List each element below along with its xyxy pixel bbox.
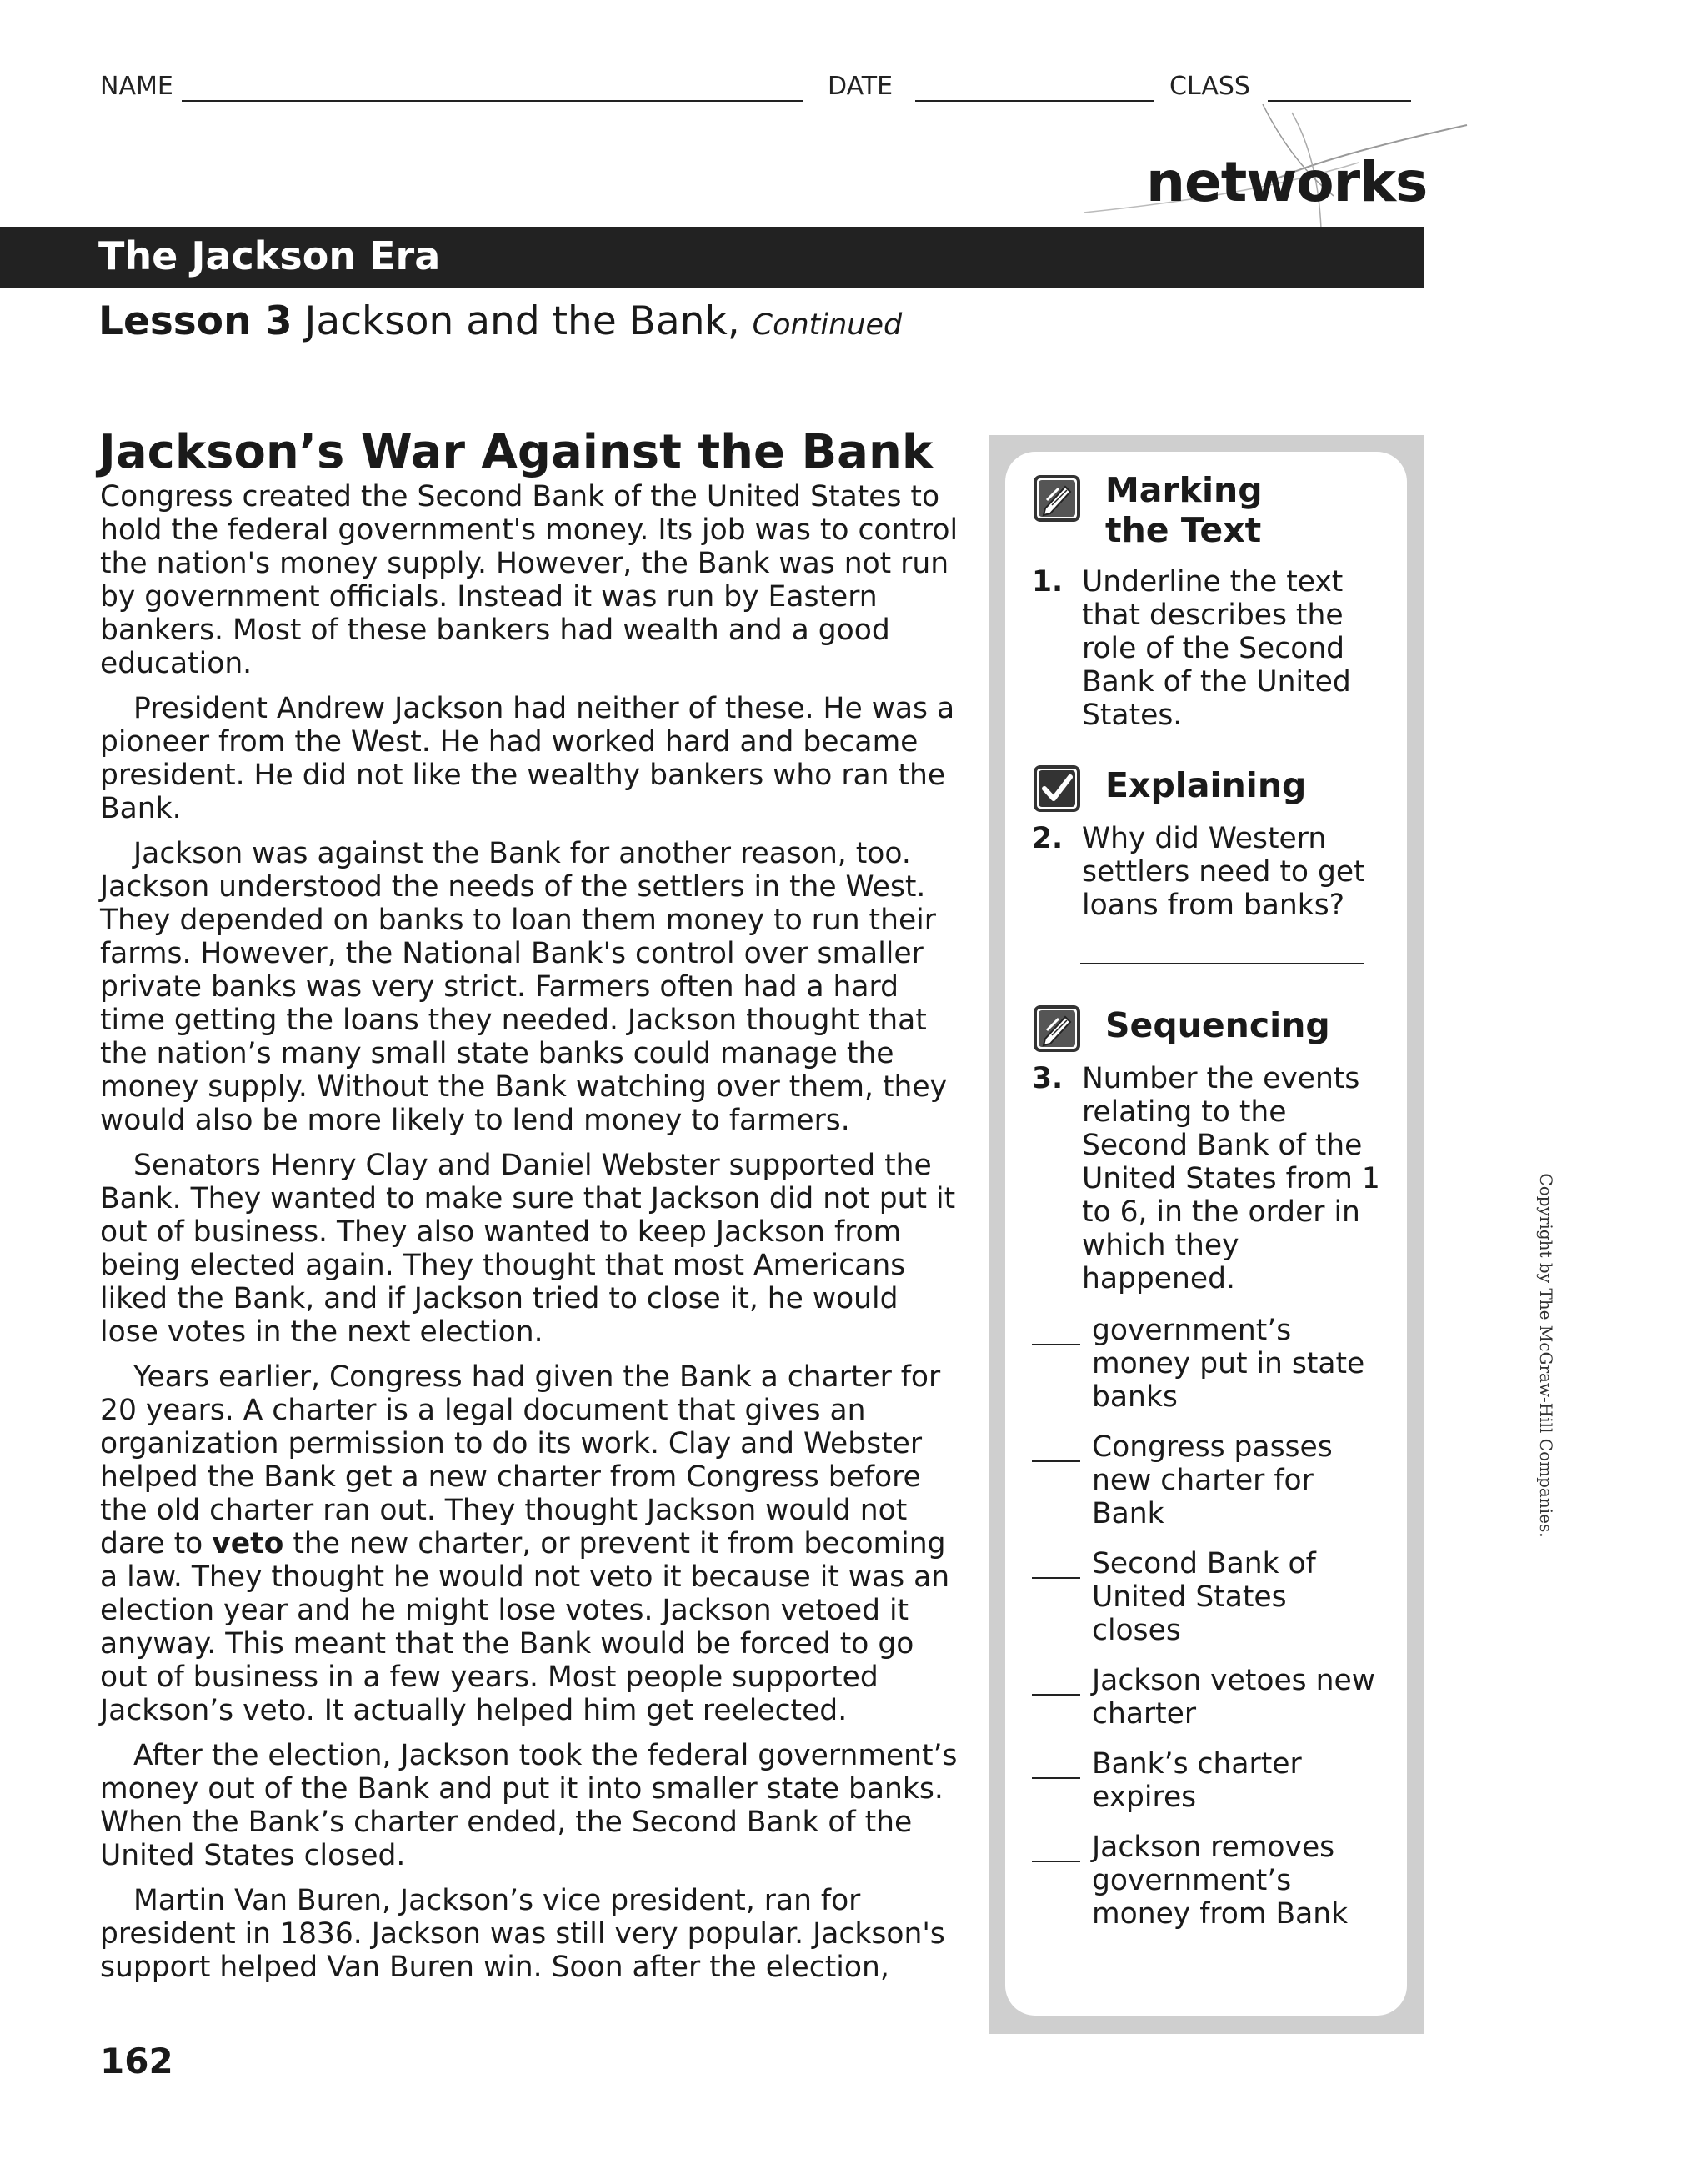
- sequence-blank[interactable]: [1032, 1344, 1080, 1345]
- question-text: Underline the text that describes the role of the Second Bank of the United States.: [1082, 565, 1351, 732]
- question-1: [1032, 565, 1390, 732]
- paragraph: President Andrew Jackson had neither of these. He was a pioneer from the West. He had worked hard and became president. He did not like the wealthy bankers who ran the Bank.: [100, 692, 955, 825]
- page-number: 162: [100, 2041, 173, 2081]
- section-heading: Jackson’s War Against the Bank: [98, 425, 934, 479]
- sequence-blank[interactable]: [1032, 1694, 1080, 1696]
- lesson-name: Jackson and the Bank,: [304, 298, 740, 344]
- name-label: NAME: [100, 72, 173, 101]
- sequence-event: [1032, 1664, 1382, 1731]
- unit-title: The Jackson Era: [98, 233, 441, 278]
- event-text: Second Bank of United States closes: [1092, 1547, 1316, 1647]
- marking-title: [1105, 470, 1263, 550]
- date-field-line[interactable]: [915, 100, 1154, 102]
- sequence-event: [1032, 1747, 1382, 1814]
- paragraph: Martin Van Buren, Jackson’s vice president, ran for president in 1836. Jackson was still very popular. Jackson's support helped Van Buren win. Soon after the election,: [100, 1884, 945, 1984]
- paragraph-text: Years earlier, Congress had given the Bank a charter for 20 years. A charter is a legal document that gives an organization permission to do its work. Clay and Webster helped the Bank get a new charter from Congress before the old charter ran out. They thought Jackson would not dare to: [100, 1360, 941, 1560]
- answer-line[interactable]: [1080, 963, 1364, 964]
- lesson-title: [98, 298, 902, 344]
- sequence-event: [1032, 1547, 1382, 1647]
- paragraph: [100, 1360, 964, 1727]
- sequence-blank[interactable]: [1032, 1777, 1080, 1779]
- event-text: government’s money put in state banks: [1092, 1314, 1365, 1414]
- paragraph-text: the new charter, or prevent it from becoming a law. They thought he would not veto it because it was an election year and he might lose votes. Jackson vetoed it anyway. This meant that the Bank would be forced to go out of business in a few years. Most people supported Jackson’s veto. It actually helped him get reelected.: [100, 1527, 950, 1727]
- sequence-event: [1032, 1314, 1382, 1414]
- marking-title-line2: the Text: [1105, 510, 1262, 550]
- question-3: [1032, 1062, 1390, 1295]
- paragraph: Senators Henry Clay and Daniel Webster supported the Bank. They wanted to make sure that Jackson did not put it out of business. They also wanted to keep Jackson from being elected again. They thought that most Americans liked the Bank, and if Jackson tried to close it, he would lose votes in the next election.: [100, 1149, 956, 1349]
- date-label: DATE: [828, 72, 894, 101]
- question-text: Why did Western settlers need to get loans from banks?: [1082, 822, 1365, 922]
- name-field-line[interactable]: [182, 100, 803, 102]
- class-label: CLASS: [1169, 72, 1250, 101]
- question-text: Number the events relating to the Second Bank of the United States from 1 to 6, in the order in which they happened.: [1082, 1062, 1380, 1295]
- sequencing-pencil-icon: [1034, 1005, 1080, 1052]
- sequence-event: [1032, 1430, 1382, 1530]
- checkmark-icon: [1034, 765, 1080, 812]
- explaining-title: Explaining: [1105, 765, 1307, 805]
- copyright-text: Copyright by The McGraw-Hill Companies.: [1536, 1173, 1556, 1538]
- question-number: 3.: [1032, 1062, 1064, 1095]
- paragraph: Jackson was against the Bank for another reason, too. Jackson understood the needs of the settlers in the West. They depended on banks to loan them money to run their farms. However, the National Bank's control over smaller private banks was very strict. Farmers often had a hard time getting the loans they needed. Jackson thought that the nation’s many small state banks could manage the money supply. Without the Bank watching over them, they would also be more likely to lend money to farmers.: [100, 837, 947, 1137]
- class-field-line[interactable]: [1268, 100, 1411, 102]
- lesson-number: Lesson 3: [98, 298, 293, 344]
- article-body: [100, 480, 964, 1996]
- question-2: [1032, 822, 1390, 922]
- event-text: Jackson removes government’s money from Bank: [1092, 1831, 1349, 1931]
- question-number: 2.: [1032, 822, 1064, 855]
- question-number: 1.: [1032, 565, 1064, 599]
- sequence-blank[interactable]: [1032, 1861, 1080, 1862]
- sequencing-title: Sequencing: [1105, 1005, 1330, 1045]
- marking-pencil-icon: [1034, 475, 1080, 522]
- marking-title-line1: Marking: [1105, 470, 1263, 510]
- networks-logo: networks: [1146, 150, 1428, 214]
- sequence-blank[interactable]: [1032, 1460, 1080, 1462]
- vocabulary-term: veto: [212, 1527, 284, 1560]
- sequence-event: [1032, 1831, 1382, 1931]
- paragraph: After the election, Jackson took the federal government’s money out of the Bank and put it into smaller state banks. When the Bank’s charter ended, the Second Bank of the United States closed.: [100, 1739, 958, 1872]
- event-text: Congress passes new charter for Bank: [1092, 1430, 1333, 1530]
- copyright-notice: [1530, 1172, 1562, 1539]
- paragraph: Congress created the Second Bank of the United States to hold the federal government's money. Its job was to control the nation's money supply. However, the Bank was not run by government officials. Instead it was run by Eastern bankers. Most of these bankers had wealth and a good education.: [100, 480, 959, 680]
- event-text: Bank’s charter expires: [1092, 1747, 1302, 1814]
- event-text: Jackson vetoes new charter: [1092, 1664, 1375, 1731]
- continued-label: Continued: [752, 308, 903, 342]
- sequence-blank[interactable]: [1032, 1577, 1080, 1579]
